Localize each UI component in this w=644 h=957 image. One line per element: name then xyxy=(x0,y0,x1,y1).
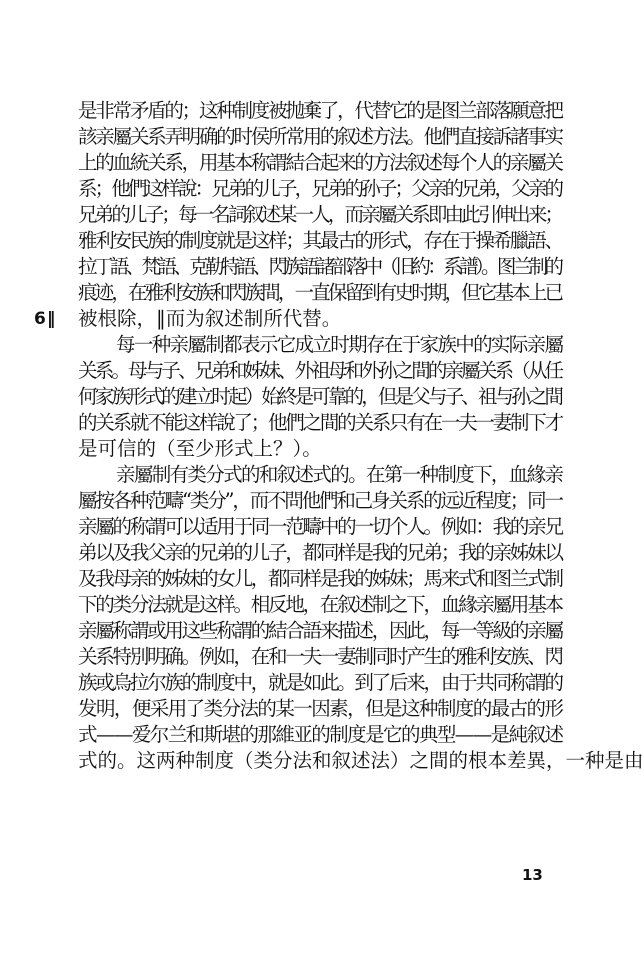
text-line xyxy=(78,228,564,254)
paragraph xyxy=(34,98,564,332)
paragraph xyxy=(78,332,564,462)
line-text: 是非常矛盾的；这种制度被抛棄了，代替它的是图兰部落願意把 xyxy=(78,99,562,122)
text-line xyxy=(78,358,564,384)
text-line xyxy=(78,514,564,540)
text-line xyxy=(78,176,564,202)
line-text: 拉丁語、梵語、克勒特語、閃族語諸部落中（旧約：系譜）。图兰制的 xyxy=(78,255,561,278)
text-line xyxy=(78,670,564,696)
line-text: 发明，便采用了类分法的某一因素，但是这种制度的最古的形 xyxy=(78,697,563,720)
line-text: 及我母亲的姊妹的女儿，都同样是我的姊妹；馬来式和图兰式制 xyxy=(78,567,562,590)
text-line xyxy=(78,462,564,488)
text-line xyxy=(78,618,564,644)
line-text: 該亲屬关系弄明确的时侯所常用的叙述方法。他們直接訴諸事实 xyxy=(78,125,562,148)
text-line xyxy=(78,384,564,410)
line-text: 是可信的（至少形式上？）。 xyxy=(78,437,322,460)
text-line xyxy=(78,566,564,592)
line-text: 兄弟的儿子；每一名詞叙述某一人，而亲屬关系即由此引伸出来； xyxy=(78,203,562,226)
text-line xyxy=(78,696,564,722)
text-line xyxy=(78,410,564,436)
line-text: 弟以及我父亲的兄弟的儿子，都同样是我的兄弟；我的亲姊妹以 xyxy=(78,541,562,564)
text-line xyxy=(78,254,564,280)
text-line xyxy=(78,722,564,748)
line-text: 的关系就不能这样說了；他們之間的关系只有在一夫一妻制下才 xyxy=(78,411,562,434)
line-text: 上的血統关系，用基本称謂結合起来的方法叙述每个人的亲屬关 xyxy=(78,151,562,174)
text-line xyxy=(78,748,644,774)
text-line xyxy=(78,436,564,462)
line-text: 关系特別明确。例如，在和一夫一妻制同时产生的雅利安族、閃 xyxy=(78,645,562,668)
line-text: 何家族形式的建立时起）始終是可靠的，但是父与子、祖与孙之間 xyxy=(78,385,562,408)
text-line xyxy=(78,540,564,566)
line-text: 屬按各种范疇“类分”，而不問他們和己身关系的远近程度；同一 xyxy=(78,489,562,512)
line-text: 每一种亲屬制都表示它成立时期存在于家族中的实际亲屬 xyxy=(116,333,563,356)
line-text: 式——爱尔兰和斯堪的那維亚的制度是它的典型——是純叙述 xyxy=(78,723,563,746)
margin-note: 6‖ xyxy=(34,309,57,329)
text-line xyxy=(34,306,564,332)
line-text: 亲屬称謂或用这些称謂的結合語来描述，因此，每一等級的亲屬 xyxy=(78,619,562,642)
line-text: 式的。这两种制度（类分法和叙述法）之間的根本差異，一种是由 xyxy=(78,749,644,772)
page-number: 13 xyxy=(522,866,543,884)
line-text: 关系。母与子、兄弟和姊妹、外祖母和外孙之間的亲屬关系（从任 xyxy=(78,359,562,382)
line-text: 被根除，‖而为叙述制所代替。 xyxy=(78,307,342,330)
line-text: 痕迹，在雅利安族和閃族間，一直保留到有史时期，但它基本上已 xyxy=(78,281,562,304)
text-line xyxy=(78,592,564,618)
text-line xyxy=(78,98,564,124)
line-text: 雅利安民族的制度就是这样；其最古的形式，存在于操希臘語、 xyxy=(78,229,562,252)
line-text: 亲屬的称謂可以适用于同一范疇中的一切个人。例如：我的亲兄 xyxy=(78,515,562,538)
line-text: 系；他們这样說：兄弟的儿子，兄弟的孙子；父亲的兄弟，父亲的 xyxy=(78,177,562,200)
text-line xyxy=(78,488,564,514)
line-text: 亲屬制有类分式的和叙述式的。在第一种制度下，血緣亲 xyxy=(116,463,563,486)
paragraph xyxy=(78,462,644,774)
line-text: 族或烏拉尔族的制度中，就是如此。到了后来，由于共同称謂的 xyxy=(78,671,562,694)
text-line xyxy=(78,202,564,228)
text-line xyxy=(78,644,564,670)
text-line xyxy=(78,150,564,176)
text-line xyxy=(78,332,564,358)
body-text xyxy=(34,98,644,774)
text-line xyxy=(78,280,564,306)
line-text: 下的类分法就是这样。相反地，在叙述制之下，血緣亲屬用基本 xyxy=(78,593,562,616)
text-line xyxy=(78,124,564,150)
